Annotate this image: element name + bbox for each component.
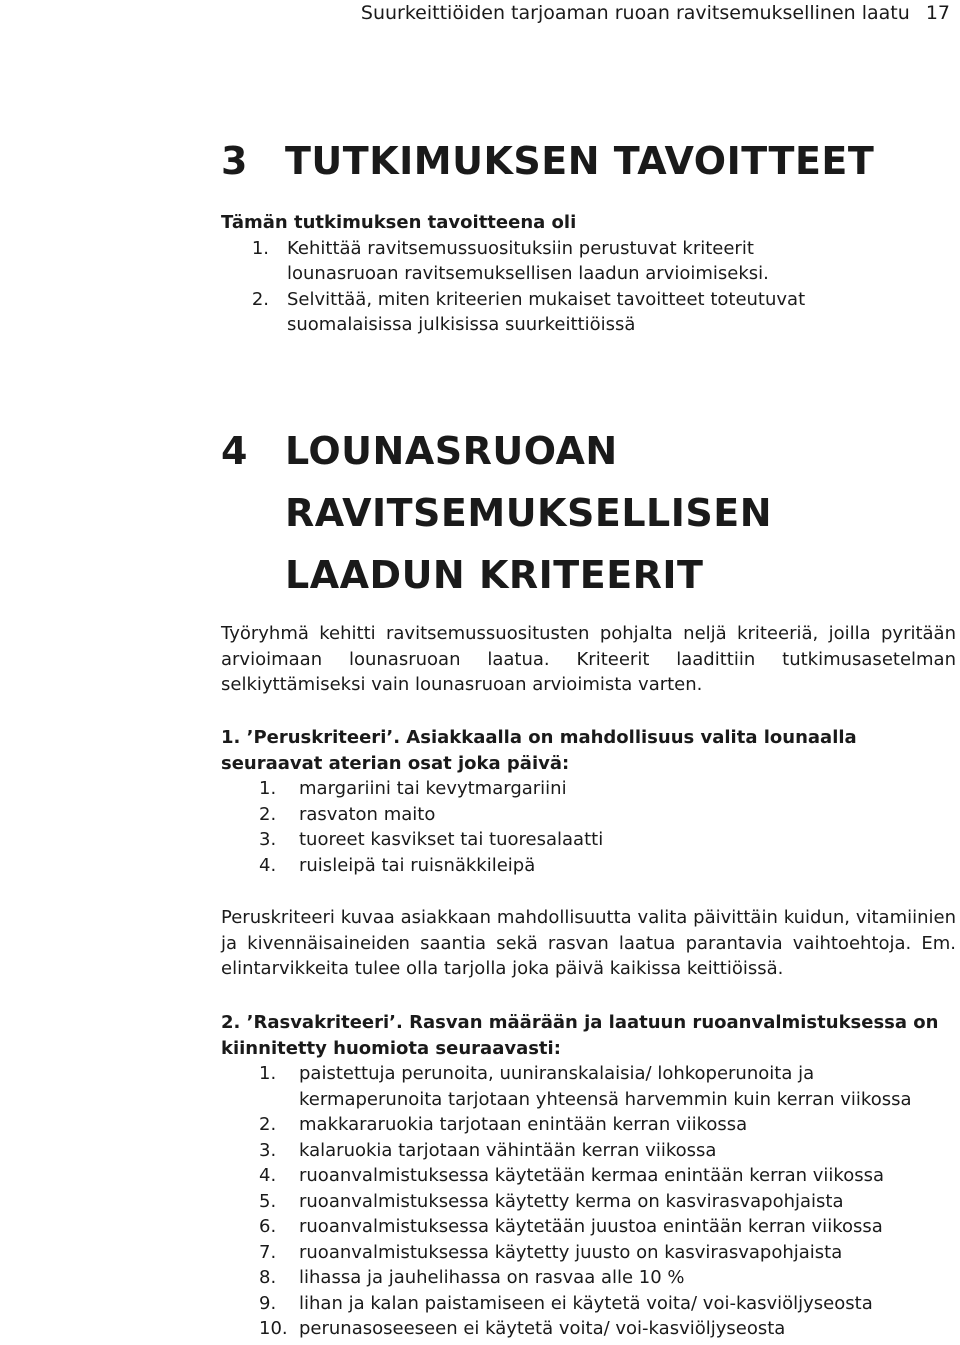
running-header <box>0 0 960 26</box>
list-item <box>221 1189 941 1215</box>
list-item <box>221 1214 941 1240</box>
list-item <box>221 802 956 828</box>
item-text: rasvaton maito <box>299 803 436 825</box>
item-number: 6. <box>259 1216 277 1237</box>
list-item <box>221 287 821 338</box>
list-item <box>221 1265 941 1291</box>
criterion-1-heading: 1. ’Peruskriteeri’. Asiakkaalla on mahdollisuus valita lounaalla seuraavat aterian osat joka päivä: <box>221 727 857 774</box>
item-number: 3. <box>259 1139 277 1161</box>
list-item <box>221 776 956 802</box>
section-3-title: TUTKIMUKSEN TAVOITTEET <box>285 139 875 183</box>
item-number: 4. <box>259 854 277 876</box>
criterion-2-list <box>221 1061 941 1342</box>
objectives-list <box>221 236 821 338</box>
item-text: Selvittää, miten kriteerien mukaiset tavoitteet toteutuvat suomalaisissa julkisissa suurkeittiöissä <box>287 288 806 335</box>
criterion-1-description: Peruskriteeri kuvaa asiakkaan mahdollisuutta valita päivittäin kuidun, vitamiinien ja kivennäisaineiden saantia sekä rasvan laatua parantavia vaihtoehtoja. Em. elintarvikkeita tulee olla tarjolla joka päivä kaikissa keittiöissä. <box>221 907 956 979</box>
item-number: 3. <box>259 829 277 850</box>
item-text: lihassa ja jauhelihassa on rasvaa alle 10 % <box>299 1267 685 1288</box>
item-number: 8. <box>259 1267 277 1288</box>
criterion-2 <box>221 1010 956 1342</box>
list-item <box>221 1112 941 1138</box>
item-text: tuoreet kasvikset tai tuoresalaatti <box>299 829 604 850</box>
list-item <box>221 1291 941 1317</box>
item-number: 7. <box>259 1241 277 1263</box>
section-4-intro: Työryhmä kehitti ravitsemussuositusten pohjalta neljä kriteeriä, joilla pyritään arvioimaan lounasruoan laatua. Kriteerit laadittiin tutkimusasetelman selkiyttämiseksi vain lounasruoan arvioimista varten. <box>221 623 956 695</box>
item-text: ruoanvalmistuksessa käytetään juustoa enintään kerran viikossa <box>299 1216 883 1237</box>
item-number: 9. <box>259 1292 277 1314</box>
running-title: Suurkeittiöiden tarjoaman ruoan ravitsemuksellinen laatu <box>360 2 910 24</box>
section-4-number: 4 <box>221 429 248 473</box>
item-number: 10. <box>259 1318 288 1339</box>
item-text: paistettuja perunoita, uuniranskalaisia/ lohkoperunoita ja kermaperunoita tarjotaan yhteensä harvemmin kuin kerran viikossa <box>299 1063 912 1110</box>
item-number: 1. <box>259 778 277 799</box>
item-text: ruoanvalmistuksessa käytetty juusto on kasvirasvapohjaista <box>299 1241 843 1263</box>
item-text: ruoanvalmistuksessa käytetty kerma on kasvirasvapohjaista <box>299 1190 844 1212</box>
criterion-1-list <box>221 776 956 878</box>
section-4-title-line-1: LOUNASRUOAN <box>285 429 618 473</box>
item-text: perunasoseeseen ei käytetä voita/ voi-kasviöljyseosta <box>299 1318 786 1339</box>
item-text: Kehittää ravitsemussuosituksiin perustuvat kriteerit lounasruoan ravitsemuksellisen laadun arvioimiseksi. <box>287 237 769 284</box>
section-3-body <box>221 210 956 338</box>
list-item <box>221 1061 941 1112</box>
list-item <box>221 827 956 853</box>
item-text: margariini tai kevytmargariini <box>299 778 567 799</box>
item-number: 5. <box>259 1190 277 1212</box>
objectives-lead: Tämän tutkimuksen tavoitteena oli <box>221 212 577 233</box>
item-text: ruisleipä tai ruisnäkkileipä <box>299 854 536 876</box>
section-3-heading <box>221 130 874 192</box>
section-4-title-line-2: RAVITSEMUKSELLISEN <box>285 491 773 535</box>
item-number: 4. <box>259 1165 277 1186</box>
item-number: 2. <box>251 288 269 310</box>
section-4-heading <box>221 420 772 606</box>
list-item <box>221 236 821 287</box>
list-item <box>221 1316 941 1342</box>
item-text: makkararuokia tarjotaan enintään kerran viikossa <box>299 1114 748 1135</box>
page-number: 17 <box>925 2 950 24</box>
criterion-2-heading: 2. ’Rasvakriteeri’. Rasvan määrään ja laatuun ruoanvalmistuksessa on kiinnitetty huomiota seuraavasti: <box>221 1012 939 1059</box>
item-text: ruoanvalmistuksessa käytetään kermaa enintään kerran viikossa <box>299 1165 885 1186</box>
section-3-number: 3 <box>221 139 248 183</box>
item-number: 1. <box>259 1063 277 1084</box>
item-number: 1. <box>251 237 269 259</box>
list-item <box>221 1138 941 1164</box>
item-text: lihan ja kalan paistamiseen ei käytetä voita/ voi-kasviöljyseosta <box>299 1292 873 1314</box>
item-number: 2. <box>259 803 277 825</box>
criterion-1 <box>221 725 956 878</box>
item-text: kalaruokia tarjotaan vähintään kerran viikossa <box>299 1139 717 1161</box>
item-number: 2. <box>259 1114 277 1135</box>
list-item <box>221 1163 941 1189</box>
list-item <box>221 853 956 879</box>
section-4-title-line-3: LAADUN KRITEERIT <box>285 553 704 597</box>
list-item <box>221 1240 941 1266</box>
